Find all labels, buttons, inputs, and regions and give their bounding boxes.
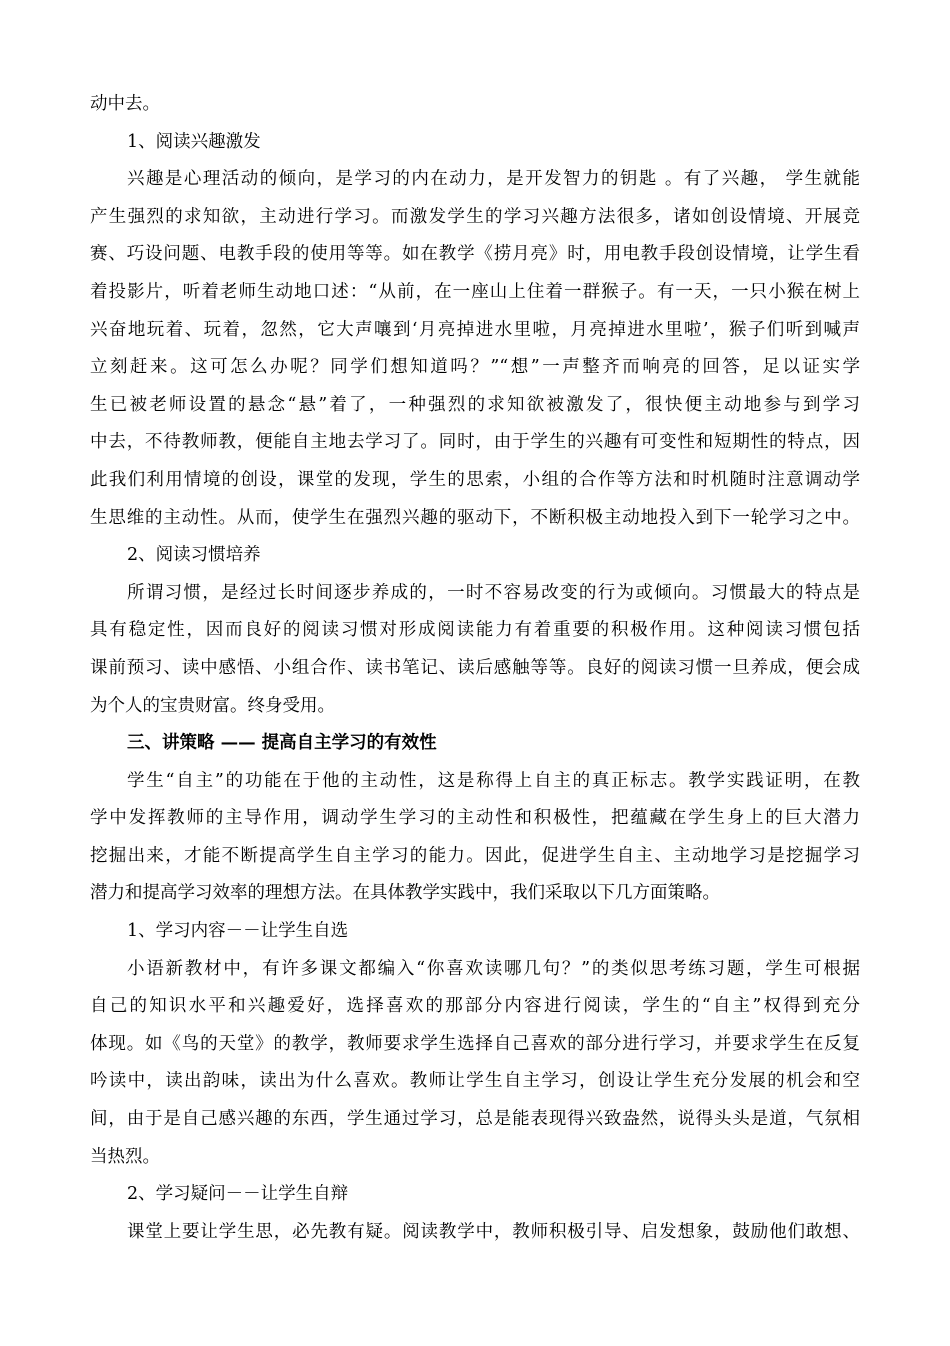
paragraph-line: 为个人的宝贵财富。终身受用。	[90, 695, 335, 716]
paragraph-line: 兴奋地玩着、玩着，忽然，它大声嚷到‘月亮掉进水里啦，月亮掉进水里啦’，猴子们听到喊声	[90, 319, 860, 340]
section-heading: 2、阅读习惯培养	[127, 545, 261, 566]
paragraph-line: 学生“自主”的功能在于他的主动性，这是称得上自主的真正标志。教学实践证明，在教	[127, 770, 860, 791]
paragraph-line: 所谓习惯，是经过长时间逐步养成的，一时不容易改变的行为或倾向。习惯最大的特点是	[127, 582, 860, 603]
document-body	[90, 86, 860, 1251]
paragraph-line: 动中去。	[90, 94, 160, 114]
paragraph-line: 兴趣是心理活动的倾向，是学习的内在动力，是开发智力的钥匙 。有了兴趣， 学生就能	[127, 169, 860, 190]
section-title: 三、讲策略 —— 提高自主学习的有效性	[127, 733, 437, 754]
paragraph-line: 中去，不待教师教，便能自主地去学习了。同时，由于学生的兴趣有可变性和短期性的特点，因	[90, 432, 860, 453]
paragraph-line: 生已被老师设置的悬念“悬”着了，一种强烈的求知欲被激发了，很快便主动地参与到学习	[90, 394, 860, 415]
paragraph-line: 生思维的主动性。从而，使学生在强烈兴趣的驱动下，不断积极主动地投入到下一轮学习之中。	[90, 507, 860, 528]
section-heading: 1、阅读兴趣激发	[127, 131, 261, 152]
paragraph-line: 潜力和提高学习效率的理想方法。在具体教学实践中，我们采取以下几方面策略。	[90, 883, 720, 904]
paragraph-line: 立刻赶来。这可怎么办呢？同学们想知道吗？”“想”一声整齐而响亮的回答，足以证实学	[90, 357, 860, 378]
paragraph-line: 着投影片，听着老师生动地口述：“从前，在一座山上住着一群猴子。有一天，一只小猴在树上	[90, 281, 860, 302]
section-heading: 1、学习内容－－让学生自选	[127, 921, 349, 942]
paragraph-line: 此我们利用情境的创设，课堂的发现，学生的思索，小组的合作等方法和时机随时注意调动学	[90, 469, 860, 490]
paragraph-line: 课堂上要让学生思，必先教有疑。阅读教学中，教师积极引导、启发想象，鼓励他们敢想、	[127, 1221, 860, 1242]
paragraph-line: 吟读中，读出韵味，读出为什么喜欢。教师让学生自主学习，创设让学生充分发展的机会和空	[90, 1071, 860, 1092]
paragraph-line: 自己的知识水平和兴趣爱好，选择喜欢的那部分内容进行阅读，学生的“自主”权得到充分	[90, 996, 860, 1017]
paragraph-line: 学中发挥教师的主导作用，调动学生学习的主动性和积极性，把蕴藏在学生身上的巨大潜力	[90, 808, 860, 829]
paragraph-line: 挖掘出来，才能不断提高学生自主学习的能力。因此，促进学生自主、主动地学习是挖掘学习	[90, 845, 860, 866]
paragraph-line: 体现。如《鸟的天堂》的教学，教师要求学生选择自己喜欢的部分进行学习，并要求学生在反复	[90, 1033, 860, 1054]
paragraph-line: 赛、巧设问题、电教手段的使用等等。如在教学《捞月亮》时，用电教手段创设情境，让学生看	[90, 244, 860, 265]
paragraph-line: 间，由于是自己感兴趣的东西，学生通过学习，总是能表现得兴致盎然，说得头头是道，气氛相	[90, 1109, 860, 1130]
paragraph-line: 课前预习、读中感悟、小组合作、读书笔记、读后感触等等。良好的阅读习惯一旦养成，便会成	[90, 657, 860, 678]
paragraph-line: 产生强烈的求知欲，主动进行学习。而激发学生的学习兴趣方法很多，诸如创设情境、开展竞	[90, 206, 860, 227]
paragraph-line: 小语新教材中，有许多课文都编入“你喜欢读哪几句？”的类似思考练习题，学生可根据	[127, 958, 860, 979]
section-heading: 2、学习疑问－－让学生自辩	[127, 1184, 349, 1205]
paragraph-line: 具有稳定性，因而良好的阅读习惯对形成阅读能力有着重要的积极作用。这种阅读习惯包括	[90, 620, 860, 641]
paragraph-line: 当热烈。	[90, 1146, 160, 1167]
